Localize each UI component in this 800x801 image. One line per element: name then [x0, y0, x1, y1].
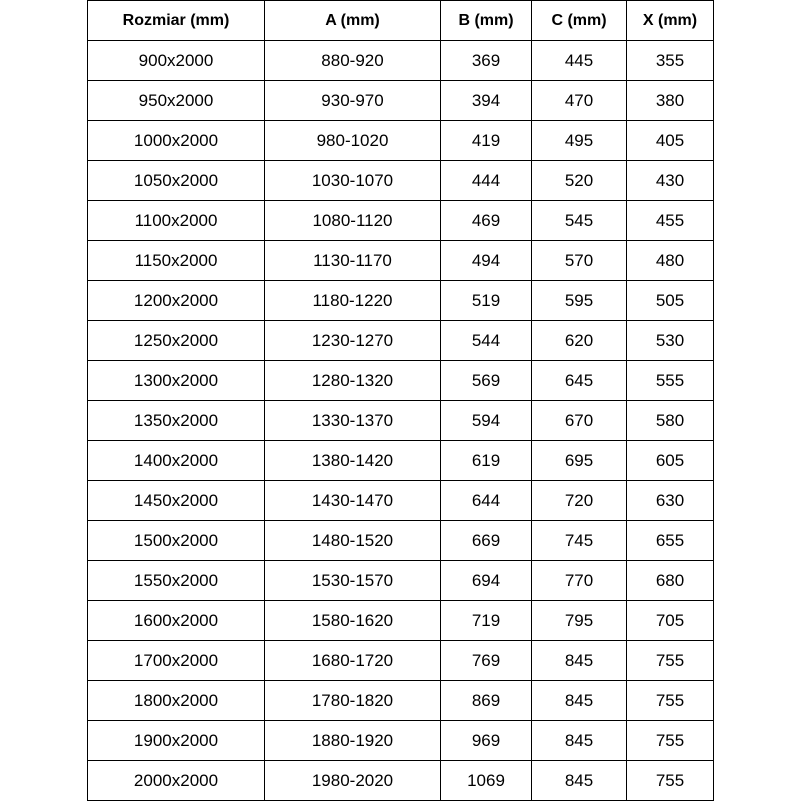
cell-x: 680 [627, 561, 714, 601]
cell-a: 1130-1170 [265, 241, 441, 281]
cell-x: 480 [627, 241, 714, 281]
cell-c: 670 [532, 401, 627, 441]
cell-b: 519 [441, 281, 532, 321]
cell-b: 494 [441, 241, 532, 281]
cell-a: 1330-1370 [265, 401, 441, 441]
cell-x: 755 [627, 721, 714, 761]
cell-b: 969 [441, 721, 532, 761]
table-row [88, 41, 714, 81]
cell-a: 1030-1070 [265, 161, 441, 201]
cell-x: 555 [627, 361, 714, 401]
table-row [88, 241, 714, 281]
cell-x: 430 [627, 161, 714, 201]
header-row [88, 1, 714, 41]
cell-c: 745 [532, 521, 627, 561]
cell-size: 1800x2000 [88, 681, 265, 721]
cell-b: 544 [441, 321, 532, 361]
cell-size: 1450x2000 [88, 481, 265, 521]
cell-a: 1280-1320 [265, 361, 441, 401]
cell-x: 380 [627, 81, 714, 121]
cell-size: 900x2000 [88, 41, 265, 81]
cell-b: 419 [441, 121, 532, 161]
cell-size: 1250x2000 [88, 321, 265, 361]
cell-a: 1530-1570 [265, 561, 441, 601]
cell-c: 845 [532, 761, 627, 801]
cell-x: 405 [627, 121, 714, 161]
cell-x: 605 [627, 441, 714, 481]
cell-size: 1600x2000 [88, 601, 265, 641]
cell-b: 569 [441, 361, 532, 401]
cell-a: 880-920 [265, 41, 441, 81]
cell-x: 655 [627, 521, 714, 561]
header-size: Rozmiar (mm) [88, 1, 265, 41]
table-row [88, 561, 714, 601]
cell-b: 469 [441, 201, 532, 241]
cell-c: 720 [532, 481, 627, 521]
cell-a: 1480-1520 [265, 521, 441, 561]
table-header [88, 1, 714, 41]
cell-size: 1000x2000 [88, 121, 265, 161]
header-c: C (mm) [532, 1, 627, 41]
table-row [88, 521, 714, 561]
cell-b: 644 [441, 481, 532, 521]
cell-b: 619 [441, 441, 532, 481]
cell-b: 1069 [441, 761, 532, 801]
table-row [88, 361, 714, 401]
cell-size: 1200x2000 [88, 281, 265, 321]
cell-b: 369 [441, 41, 532, 81]
cell-c: 795 [532, 601, 627, 641]
cell-a: 1880-1920 [265, 721, 441, 761]
cell-b: 869 [441, 681, 532, 721]
cell-a: 1180-1220 [265, 281, 441, 321]
table-row [88, 401, 714, 441]
cell-size: 1550x2000 [88, 561, 265, 601]
table-row [88, 201, 714, 241]
cell-a: 1680-1720 [265, 641, 441, 681]
cell-c: 845 [532, 721, 627, 761]
table-row [88, 681, 714, 721]
header-a: A (mm) [265, 1, 441, 41]
table-row [88, 121, 714, 161]
cell-x: 455 [627, 201, 714, 241]
cell-b: 394 [441, 81, 532, 121]
cell-a: 1580-1620 [265, 601, 441, 641]
table-row [88, 601, 714, 641]
table-row [88, 641, 714, 681]
cell-size: 1100x2000 [88, 201, 265, 241]
header-x: X (mm) [627, 1, 714, 41]
table-row [88, 161, 714, 201]
cell-b: 694 [441, 561, 532, 601]
cell-c: 520 [532, 161, 627, 201]
cell-c: 620 [532, 321, 627, 361]
cell-x: 355 [627, 41, 714, 81]
cell-b: 594 [441, 401, 532, 441]
cell-size: 1350x2000 [88, 401, 265, 441]
cell-c: 845 [532, 641, 627, 681]
cell-c: 470 [532, 81, 627, 121]
cell-c: 695 [532, 441, 627, 481]
dimensions-table [87, 0, 714, 801]
cell-x: 755 [627, 641, 714, 681]
table-row [88, 321, 714, 361]
table-row [88, 761, 714, 801]
cell-c: 770 [532, 561, 627, 601]
cell-b: 444 [441, 161, 532, 201]
table-row [88, 281, 714, 321]
cell-x: 580 [627, 401, 714, 441]
cell-size: 1500x2000 [88, 521, 265, 561]
cell-b: 769 [441, 641, 532, 681]
cell-size: 1150x2000 [88, 241, 265, 281]
cell-c: 595 [532, 281, 627, 321]
cell-a: 930-970 [265, 81, 441, 121]
cell-x: 630 [627, 481, 714, 521]
table-row [88, 441, 714, 481]
cell-a: 1430-1470 [265, 481, 441, 521]
header-b: B (mm) [441, 1, 532, 41]
cell-x: 755 [627, 761, 714, 801]
cell-size: 950x2000 [88, 81, 265, 121]
cell-c: 445 [532, 41, 627, 81]
cell-a: 1080-1120 [265, 201, 441, 241]
cell-size: 1900x2000 [88, 721, 265, 761]
cell-a: 1380-1420 [265, 441, 441, 481]
cell-c: 570 [532, 241, 627, 281]
cell-a: 1980-2020 [265, 761, 441, 801]
cell-size: 1050x2000 [88, 161, 265, 201]
cell-size: 1400x2000 [88, 441, 265, 481]
cell-size: 2000x2000 [88, 761, 265, 801]
cell-c: 495 [532, 121, 627, 161]
cell-b: 719 [441, 601, 532, 641]
cell-x: 505 [627, 281, 714, 321]
table-body [88, 41, 714, 801]
table-row [88, 481, 714, 521]
cell-a: 1780-1820 [265, 681, 441, 721]
dimensions-table-container [87, 0, 713, 801]
cell-x: 705 [627, 601, 714, 641]
cell-c: 645 [532, 361, 627, 401]
cell-b: 669 [441, 521, 532, 561]
cell-a: 980-1020 [265, 121, 441, 161]
cell-x: 530 [627, 321, 714, 361]
cell-c: 545 [532, 201, 627, 241]
table-row [88, 721, 714, 761]
cell-size: 1700x2000 [88, 641, 265, 681]
cell-a: 1230-1270 [265, 321, 441, 361]
cell-x: 755 [627, 681, 714, 721]
cell-c: 845 [532, 681, 627, 721]
cell-size: 1300x2000 [88, 361, 265, 401]
table-row [88, 81, 714, 121]
